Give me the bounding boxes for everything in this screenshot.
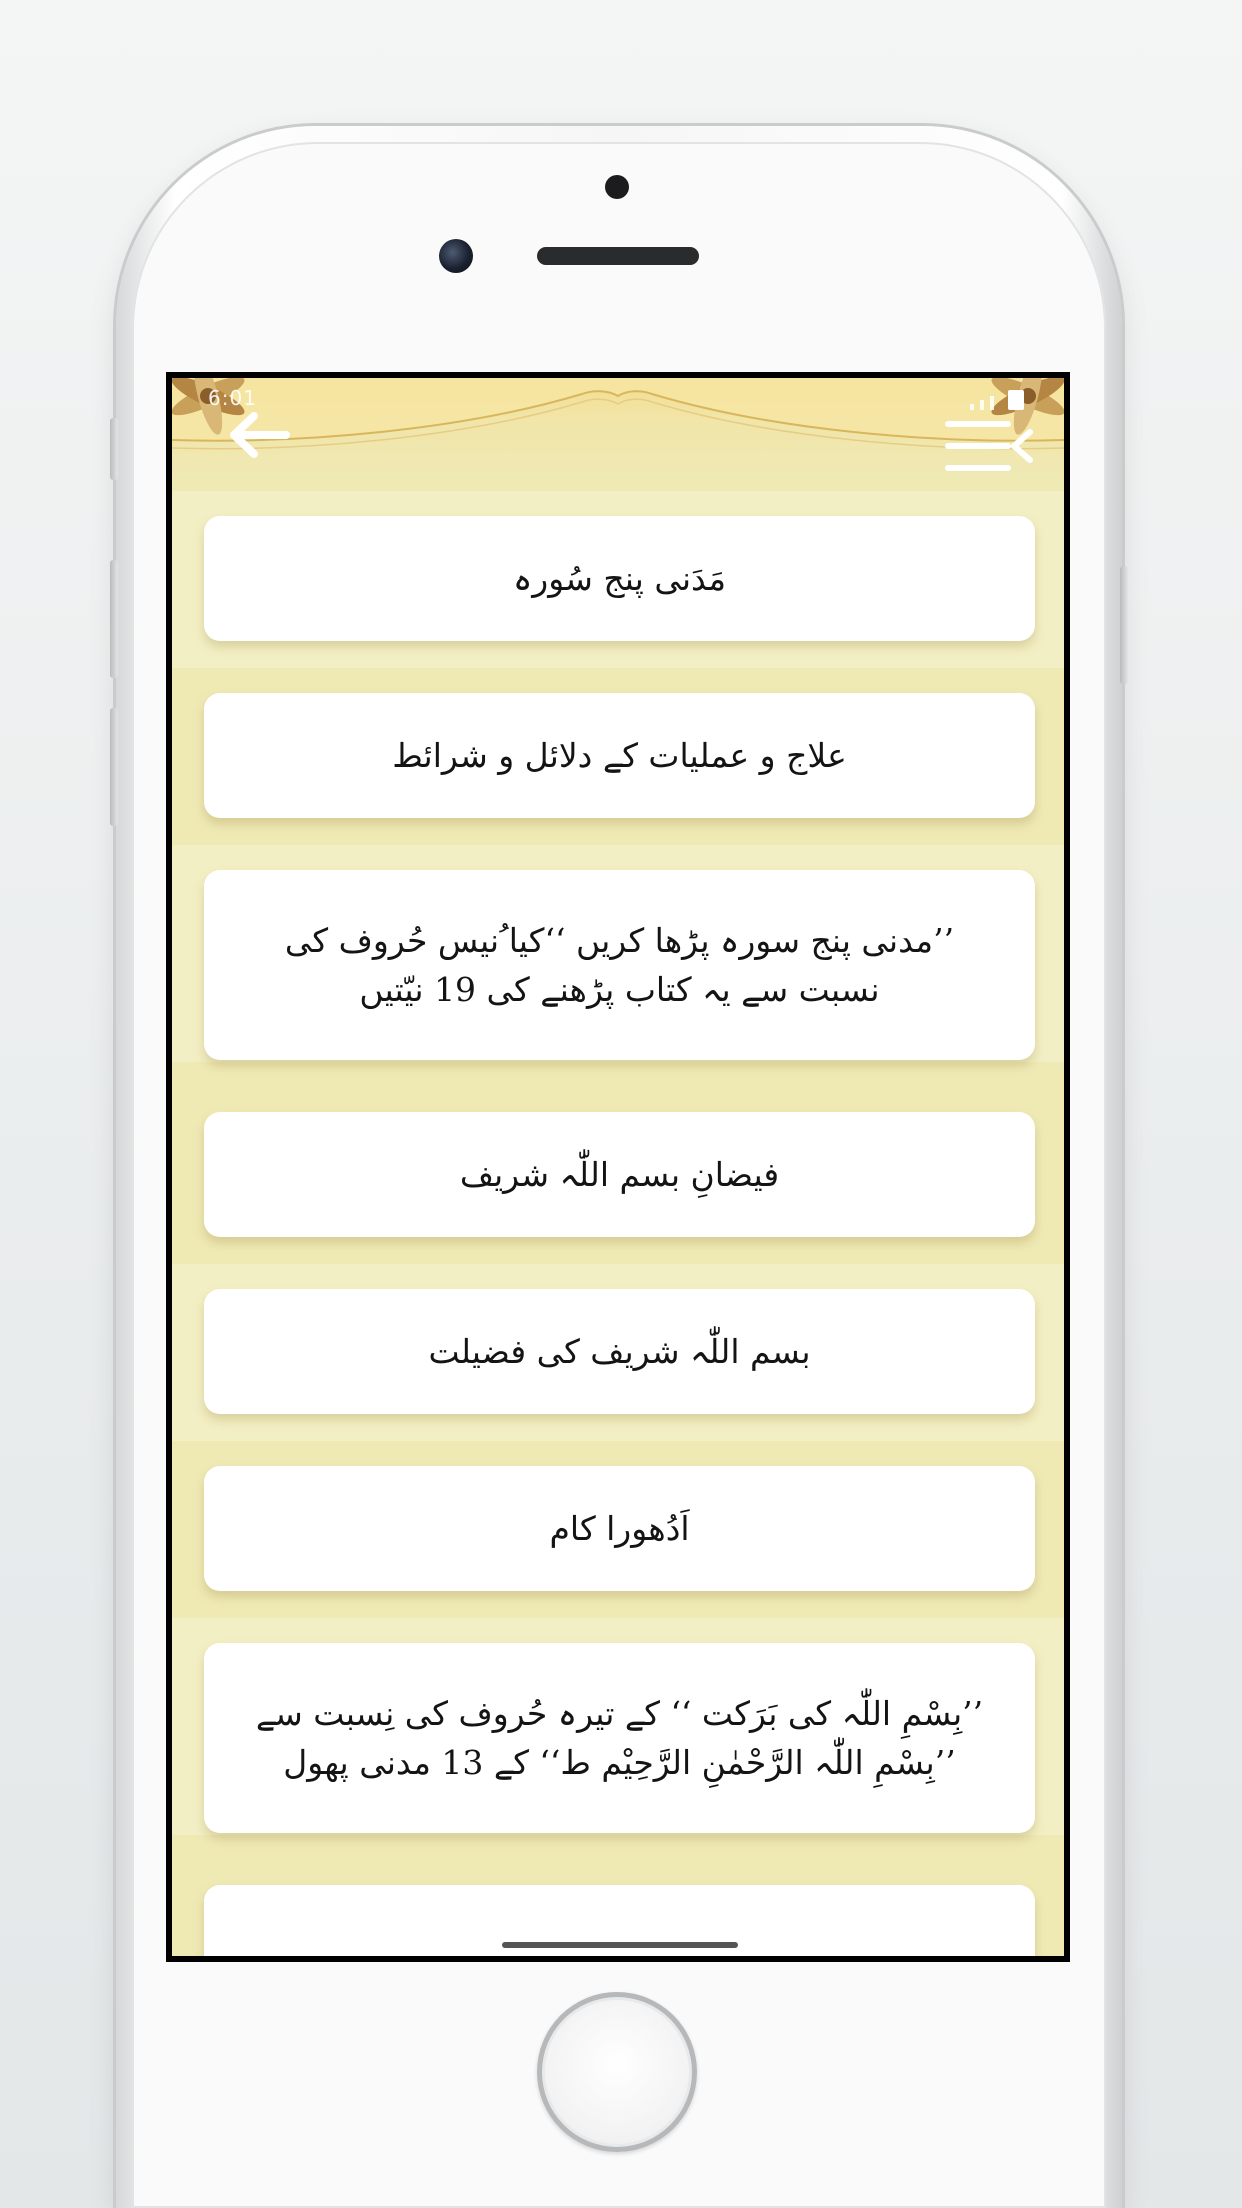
list-item-label: ’’بِسْمِ اللّٰہ کی بَرَکت ‘‘ کے تیرہ حُروف کی نِسبت سے ’’بِسْمِ اللّٰہ الرَّحْمٰنِ الرَّحِیْم ط‘‘ کے 13 مدنی پھول bbox=[255, 1693, 984, 1782]
power-button bbox=[1120, 566, 1128, 684]
back-button[interactable] bbox=[224, 408, 294, 462]
list-item-label: اَدُھورا کام bbox=[549, 1508, 690, 1548]
front-camera bbox=[439, 239, 473, 273]
list-item-label: علاج و عملیات کے دلائل و شرائط bbox=[392, 735, 847, 775]
list-item[interactable] bbox=[204, 1112, 1035, 1237]
home-indicator bbox=[502, 1942, 738, 1948]
list-item[interactable] bbox=[204, 693, 1035, 818]
volume-down-button bbox=[110, 708, 118, 826]
list-item[interactable] bbox=[204, 1466, 1035, 1591]
earpiece-speaker bbox=[537, 247, 699, 265]
signal-bar bbox=[990, 396, 994, 410]
list-item-label: فیضانِ بسم اللّٰہ شریف bbox=[459, 1154, 780, 1194]
list-item-label: ’’مدنی پنج سورہ پڑھا کریں ‘‘کیا ُنیس حُروف کی نسبت سے یہ کتاب پڑھنے کی 19 نیّتیں bbox=[284, 920, 955, 1009]
list-item-label: بسم اللّٰہ شریف کی فضیلت bbox=[428, 1331, 811, 1371]
list-item[interactable] bbox=[204, 870, 1035, 1060]
app-screen bbox=[172, 378, 1064, 1956]
signal-bar bbox=[970, 404, 974, 410]
menu-back-icon bbox=[944, 416, 1034, 476]
battery-icon bbox=[1008, 390, 1024, 410]
mute-switch bbox=[110, 418, 118, 480]
header-ornament bbox=[172, 378, 1064, 478]
arrow-left-icon bbox=[224, 408, 294, 462]
app-header bbox=[172, 378, 1064, 478]
list-item[interactable] bbox=[204, 1643, 1035, 1833]
menu-button[interactable] bbox=[944, 416, 1034, 476]
list-item-label: مَدَنی پنج سُورہ bbox=[512, 558, 727, 598]
home-button[interactable] bbox=[537, 1992, 697, 2152]
proximity-sensor bbox=[605, 175, 629, 199]
status-icons bbox=[970, 390, 1024, 410]
list-item[interactable] bbox=[204, 1289, 1035, 1414]
status-time: 6:01 bbox=[208, 386, 257, 410]
volume-up-button bbox=[110, 560, 118, 678]
list-item[interactable] bbox=[204, 516, 1035, 641]
phone-screen bbox=[166, 372, 1070, 1962]
signal-bar bbox=[980, 400, 984, 410]
